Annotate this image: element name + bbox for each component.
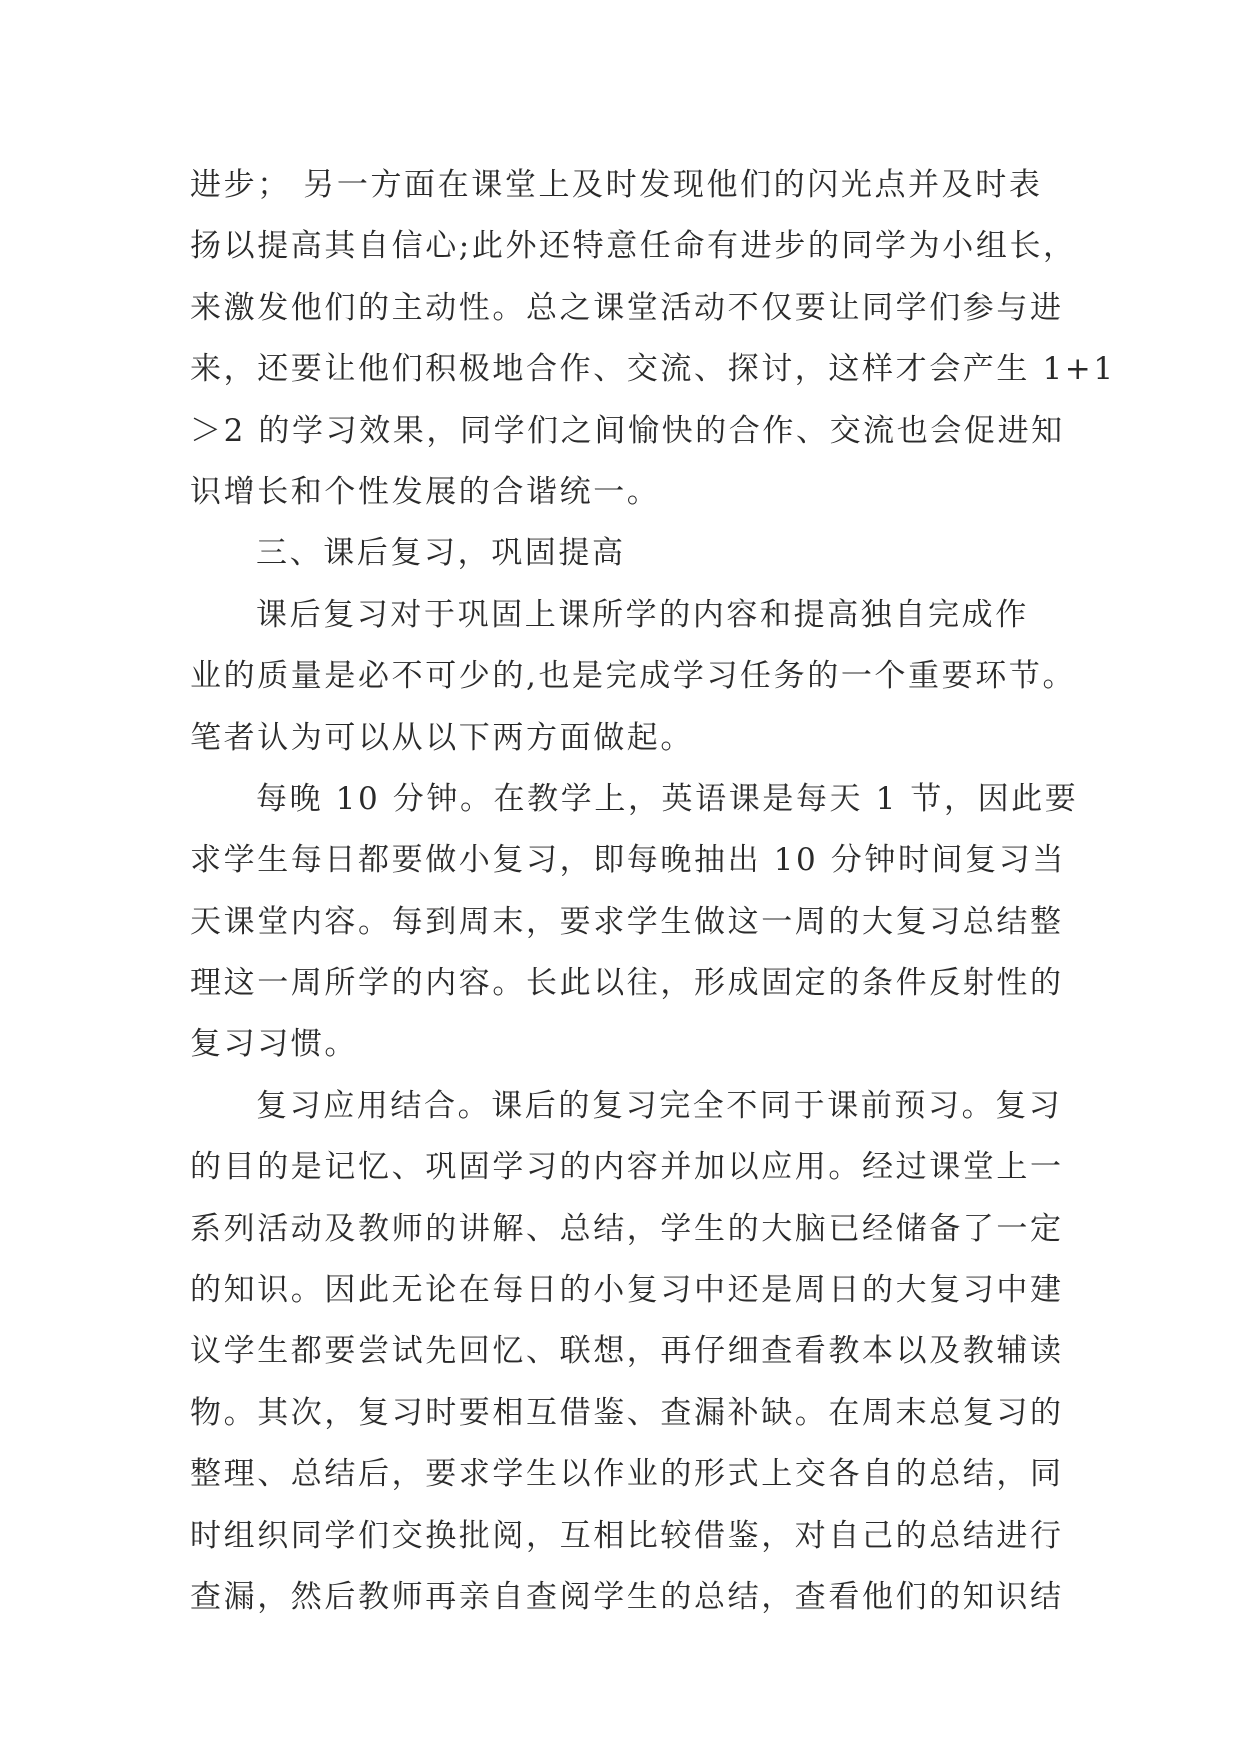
- text-line: 每晚 10 分钟。在教学上，英语课是每天 1 节，因此要: [256, 780, 1079, 817]
- text-line: 进步； 另一方面在课堂上及时发现他们的闪光点并及时表: [190, 167, 1043, 203]
- document-body: [190, 155, 1116, 1628]
- text-line: 复习应用结合。课后的复习完全不同于课前预习。复习: [256, 1087, 1063, 1124]
- text-line: 业的质量是必不可少的,也是完成学习任务的一个重要环节。: [190, 658, 1077, 695]
- text-line: 来激发他们的主动性。总之课堂活动不仅要让同学们参与进: [190, 289, 1064, 326]
- text-line: 的目的是记忆、巩固学习的内容并加以应用。经过课堂上一: [190, 1149, 1064, 1186]
- text-line: 时组织同学们交换批阅，互相比较借鉴，对自己的总结进行: [190, 1517, 1064, 1554]
- text-line: 识增长和个性发展的合谐统一。: [190, 473, 661, 510]
- text-line: 整理、总结后，要求学生以作业的形式上交各自的总结，同: [190, 1456, 1064, 1493]
- text-line: 求学生每日都要做小复习，即每晚抽出 10 分钟时间复习当: [190, 842, 1066, 879]
- text-line: 扬以提高其自信心;此外还特意任命有进步的同学为小组长，: [190, 228, 1077, 265]
- text-line: ＞2 的学习效果，同学们之间愉快的合作、交流也会促进知: [190, 412, 1065, 449]
- text-line: 天课堂内容。每到周末，要求学生做这一周的大复习总结整: [190, 903, 1064, 940]
- text-line: 的知识。因此无论在每日的小复习中还是周日的大复习中建: [190, 1272, 1064, 1309]
- text-line: 查漏，然后教师再亲自查阅学生的总结，查看他们的知识结: [190, 1578, 1064, 1615]
- text-line: 课后复习对于巩固上课所学的内容和提高独自完成作: [256, 596, 1029, 633]
- text-line: 议学生都要尝试先回忆、联想，再仔细查看教本以及教辅读: [190, 1333, 1064, 1370]
- text-line: 系列活动及教师的讲解、总结，学生的大脑已经储备了一定: [190, 1210, 1064, 1247]
- text-line: 来，还要让他们积极地合作、交流、探讨，这样才会产生 1+1: [190, 351, 1116, 388]
- text-line: 理这一周所学的内容。长此以往，形成固定的条件反射性的: [190, 965, 1064, 1002]
- text-line: 笔者认为可以从以下两方面做起。: [190, 719, 694, 756]
- text-line: 物。其次，复习时要相互借鉴、查漏补缺。在周末总复习的: [190, 1394, 1064, 1431]
- text-line: 三、课后复习，巩固提高: [256, 535, 626, 572]
- text-line: 复习习惯。: [190, 1026, 358, 1063]
